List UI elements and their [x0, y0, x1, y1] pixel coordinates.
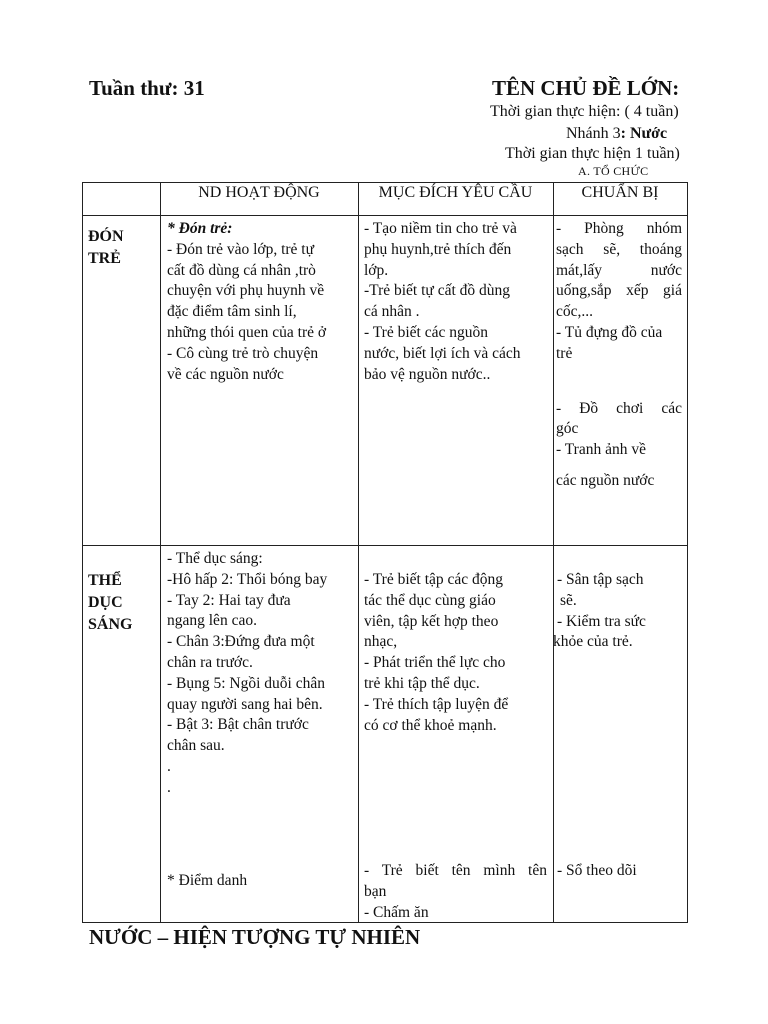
col-divider-2 [358, 182, 359, 923]
section-label: A. TỔ CHỨC [578, 164, 649, 178]
text-line: tác thể dục cùng giáo [364, 591, 496, 609]
col-border-left [82, 182, 83, 923]
text-line: sẽ. [560, 591, 577, 609]
col-divider-1 [160, 182, 161, 923]
text-line: chân sau. [167, 737, 225, 755]
branch-prefix: Nhánh 3 [566, 125, 621, 142]
header-divider [82, 215, 688, 216]
text-line: - Đồ chơi các [556, 399, 682, 417]
text-line: - Trẻ thích tập luyện để [364, 695, 509, 713]
text-line: sạch sẽ, thoáng [556, 240, 682, 258]
row-label-morning-exercise [88, 570, 132, 636]
welcome-goals [364, 219, 520, 385]
header-activity: ND HOẠT ĐỘNG [198, 184, 320, 201]
text-line: đặc điểm tâm sinh lí, [167, 303, 297, 321]
text-line: chân ra trước. [167, 653, 253, 671]
text-line: mát,lấy nước [556, 261, 682, 279]
duration-line: Thời gian thực hiện: ( 4 tuần) [490, 103, 679, 120]
col-divider-3 [553, 182, 554, 923]
text-line: cốc,... [556, 303, 594, 321]
text-line: - Tay 2: Hai tay đưa [167, 591, 291, 609]
text-line: - Sân tập sạch [557, 571, 644, 588]
attendance-preparation: - Sổ theo dõi [557, 862, 637, 879]
row-label-line: SÁNG [88, 616, 133, 633]
text-line: uống,sắp xếp giá [556, 282, 682, 300]
text-line: chuyện với phụ huynh về [167, 282, 325, 300]
text-line: -Hô hấp 2: Thổi bóng bay [167, 570, 328, 588]
topic-heading: NƯỚC – HIỆN TƯỢNG TỰ NHIÊN [89, 925, 421, 949]
text-line: - Chấm ăn [364, 903, 429, 921]
text-line: - Phòng nhóm [556, 220, 682, 237]
text-line: - Tranh ảnh về [556, 441, 646, 459]
text-line: - Chân 3:Đứng đưa một [167, 633, 315, 651]
text-line: lớp. [364, 261, 389, 279]
activity-title: * Đón trẻ: [167, 220, 233, 237]
branch-line [566, 125, 667, 143]
text-line: - Trẻ biết tên mình tên [364, 862, 547, 879]
text-line: cá nhân . [364, 303, 420, 321]
text-line: khỏe của trẻ. [553, 633, 633, 651]
welcome-activity [167, 219, 326, 385]
text-line: các nguồn nước [556, 471, 655, 489]
text-line: nước, biết lợi ích và cách [364, 344, 521, 362]
row-divider [82, 545, 688, 546]
text-line: - Cô cùng trẻ trò chuyện [167, 344, 319, 362]
text-line: góc [556, 420, 579, 438]
text-line: trẻ khi tập thể dục. [364, 674, 480, 692]
text-line: - Thể dục sáng: [167, 550, 263, 567]
row-label-welcome [88, 226, 124, 270]
text-line: - Kiểm tra sức [557, 612, 646, 630]
text-line: . [167, 778, 171, 796]
attendance-goals [364, 861, 547, 923]
text-line: - Tạo niềm tin cho trẻ và [364, 220, 517, 237]
text-line: viên, tập kết hợp theo [364, 612, 499, 630]
row-label-line: TRẺ [88, 250, 121, 267]
text-line: - Bụng 5: Ngồi duỗi chân [167, 674, 325, 692]
theme-title: TÊN CHỦ ĐỀ LỚN: [492, 76, 680, 100]
text-line: nhạc, [364, 633, 398, 651]
text-line: ngang lên cao. [167, 612, 257, 630]
spacer [556, 365, 682, 399]
header-goal: MỤC ĐÍCH YÊU CẦU [378, 184, 533, 201]
text-line: - Trẻ biết các nguồn [364, 323, 488, 341]
text-line: - Trẻ biết tập các động [364, 571, 504, 588]
branch-name: : Nước [620, 125, 668, 142]
branch-duration-line: Thời gian thực hiện 1 tuần) [505, 145, 680, 162]
text-line: -Trẻ biết tự cất đồ dùng [364, 282, 511, 300]
text-line: bảo vệ nguồn nước.. [364, 365, 491, 383]
col-border-right [687, 182, 688, 923]
text-line: - Tủ đựng đồ của [556, 323, 663, 341]
text-line: trẻ [556, 344, 573, 362]
exercise-preparation [553, 570, 646, 653]
header-prep: CHUẨN BỊ [581, 184, 659, 201]
text-line: bạn [364, 882, 387, 900]
text-line: - Đón trẻ vào lớp, trẻ tự [167, 240, 315, 258]
exercise-activity [167, 549, 327, 799]
row-label-line: THỂ [88, 572, 122, 589]
row-label-line: ĐÓN [88, 228, 124, 245]
text-line: phụ huynh,trẻ thích đến [364, 240, 512, 258]
text-line: - Phát triển thể lực cho [364, 654, 506, 672]
text-line: quay người sang hai bên. [167, 695, 323, 713]
table-border-top [82, 182, 688, 183]
week-number: Tuần thư: 31 [89, 76, 205, 100]
text-line: những thói quen của trẻ ở [167, 323, 327, 341]
text-line: - Bật 3: Bật chân trước [167, 716, 309, 734]
text-line: cất đồ dùng cá nhân ,trò [167, 261, 316, 279]
spacer [556, 461, 682, 471]
text-line: . [167, 757, 171, 775]
row-label-line: DỤC [88, 594, 123, 611]
welcome-preparation [556, 219, 682, 492]
attendance-label: * Điểm danh [167, 872, 248, 889]
text-line: về các nguồn nước [167, 365, 284, 383]
exercise-goals [364, 570, 508, 736]
text-line: có cơ thể khoẻ mạnh. [364, 716, 497, 734]
